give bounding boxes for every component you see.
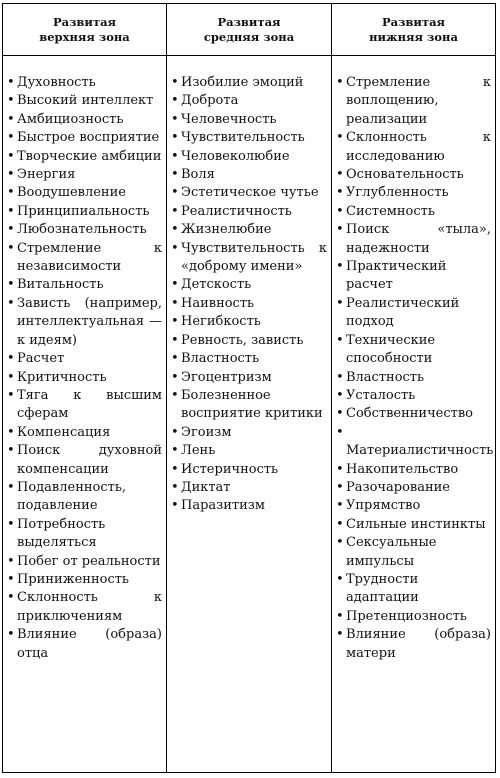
list-item: • Сексуальные импульсы xyxy=(336,534,491,571)
list-item: • Практический расчет xyxy=(336,258,491,295)
list-item: • Углубленность xyxy=(336,184,491,202)
list-item: • Жизнелюбие xyxy=(171,221,327,239)
list-item: • Витальность xyxy=(7,276,162,294)
list-item: • Болезненное восприятие критики xyxy=(171,387,327,424)
list-item: • Эстетическое чутье xyxy=(171,184,327,202)
list-item: • Чувствительность к «доброму имени» xyxy=(171,240,327,277)
list-item: • Потребность выделяться xyxy=(7,516,162,553)
list-item: • Паразитизм xyxy=(171,497,327,515)
list-item: • Воля xyxy=(171,166,327,184)
list-item: • Стремление к воплощению, реализации xyxy=(336,74,491,129)
list-item: • Доброта xyxy=(171,92,327,110)
list-item: • Компенсация xyxy=(7,424,162,442)
zones-table xyxy=(2,3,496,773)
list-item: • Реалистичность xyxy=(171,203,327,221)
header-line: Развитая xyxy=(381,14,446,29)
list-item: • Расчет xyxy=(7,350,162,368)
list-item: • Высокий интеллект xyxy=(7,92,162,110)
list-item: • Властность xyxy=(336,369,491,387)
list-item: • Негибкость xyxy=(171,313,327,331)
list-item: • Подавленность, подавление xyxy=(7,479,162,516)
list-item: • Зависть (например, интеллектуальная — к идеям) xyxy=(7,295,162,350)
list-item: • Принципиальность xyxy=(7,203,162,221)
list-item: • Трудности адаптации xyxy=(336,571,491,608)
list-item: • Разочарование xyxy=(336,479,491,497)
list-item: • Властность xyxy=(171,350,327,368)
list-item: • Основательность xyxy=(336,166,491,184)
list-item: • Поиск духовной компенсации xyxy=(7,442,162,479)
list-item: • Влияние (образа) отца xyxy=(7,626,162,663)
header-line: Развитая xyxy=(52,14,117,29)
list-item: • Воодушевление xyxy=(7,184,162,202)
list-item: • Системность xyxy=(336,203,491,221)
list-item: • Детскость xyxy=(171,276,327,294)
trait-list xyxy=(332,56,495,663)
list-item: • Диктат xyxy=(171,479,327,497)
list-item: • Накопительство xyxy=(336,461,491,479)
list-item: • Творческие амбиции xyxy=(7,148,162,166)
header-line: средняя зона xyxy=(203,29,295,44)
column-lower-zone xyxy=(331,4,495,772)
column-header xyxy=(3,4,166,56)
list-item: • Человеколюбие xyxy=(171,148,327,166)
header-line: верхняя зона xyxy=(39,29,130,44)
list-item: • Склонность к исследованию xyxy=(336,129,491,166)
list-item: • Усталость xyxy=(336,387,491,405)
list-item: • Технические способности xyxy=(336,332,491,369)
list-item: • Истеричность xyxy=(171,461,327,479)
list-item: • Претенциозность xyxy=(336,608,491,626)
column-header xyxy=(332,4,495,56)
list-item: • Приниженность xyxy=(7,571,162,589)
list-item: • Эгоцентризм xyxy=(171,369,327,387)
list-item: • Лень xyxy=(171,442,327,460)
list-item: • Материалистичность xyxy=(336,424,491,461)
column-header xyxy=(167,4,331,56)
list-item: • Реалистический подход xyxy=(336,295,491,332)
list-item: • Сильные инстинкты xyxy=(336,516,491,534)
list-item: • Стремление к независимости xyxy=(7,240,162,277)
list-item: • Тяга к высшим сферам xyxy=(7,387,162,424)
list-item: • Склонность к приключениям xyxy=(7,589,162,626)
list-item: • Духовность xyxy=(7,74,162,92)
list-item: • Чувствительность xyxy=(171,129,327,147)
column-middle-zone xyxy=(166,4,331,772)
trait-list xyxy=(3,56,166,663)
list-item: • Собственничество xyxy=(336,405,491,423)
list-item: • Амбициозность xyxy=(7,111,162,129)
list-item: • Влияние (образа) матери xyxy=(336,626,491,663)
list-item: • Эгоизм xyxy=(171,424,327,442)
column-upper-zone xyxy=(3,4,166,772)
list-item: • Изобилие эмоций xyxy=(171,74,327,92)
list-item: • Человечность xyxy=(171,111,327,129)
list-item: • Поиск «тыла», надежности xyxy=(336,221,491,258)
list-item: • Ревность, зависть xyxy=(171,332,327,350)
list-item: • Критичность xyxy=(7,369,162,387)
list-item: • Наивность xyxy=(171,295,327,313)
header-line: Развитая xyxy=(217,14,281,29)
list-item: • Быстрое восприятие xyxy=(7,129,162,147)
list-item: • Упрямство xyxy=(336,497,491,515)
list-item: • Энергия xyxy=(7,166,162,184)
trait-list xyxy=(167,56,331,516)
header-line: нижняя зона xyxy=(369,29,458,44)
list-item: • Любознательность xyxy=(7,221,162,239)
list-item: • Побег от реальности xyxy=(7,553,162,571)
